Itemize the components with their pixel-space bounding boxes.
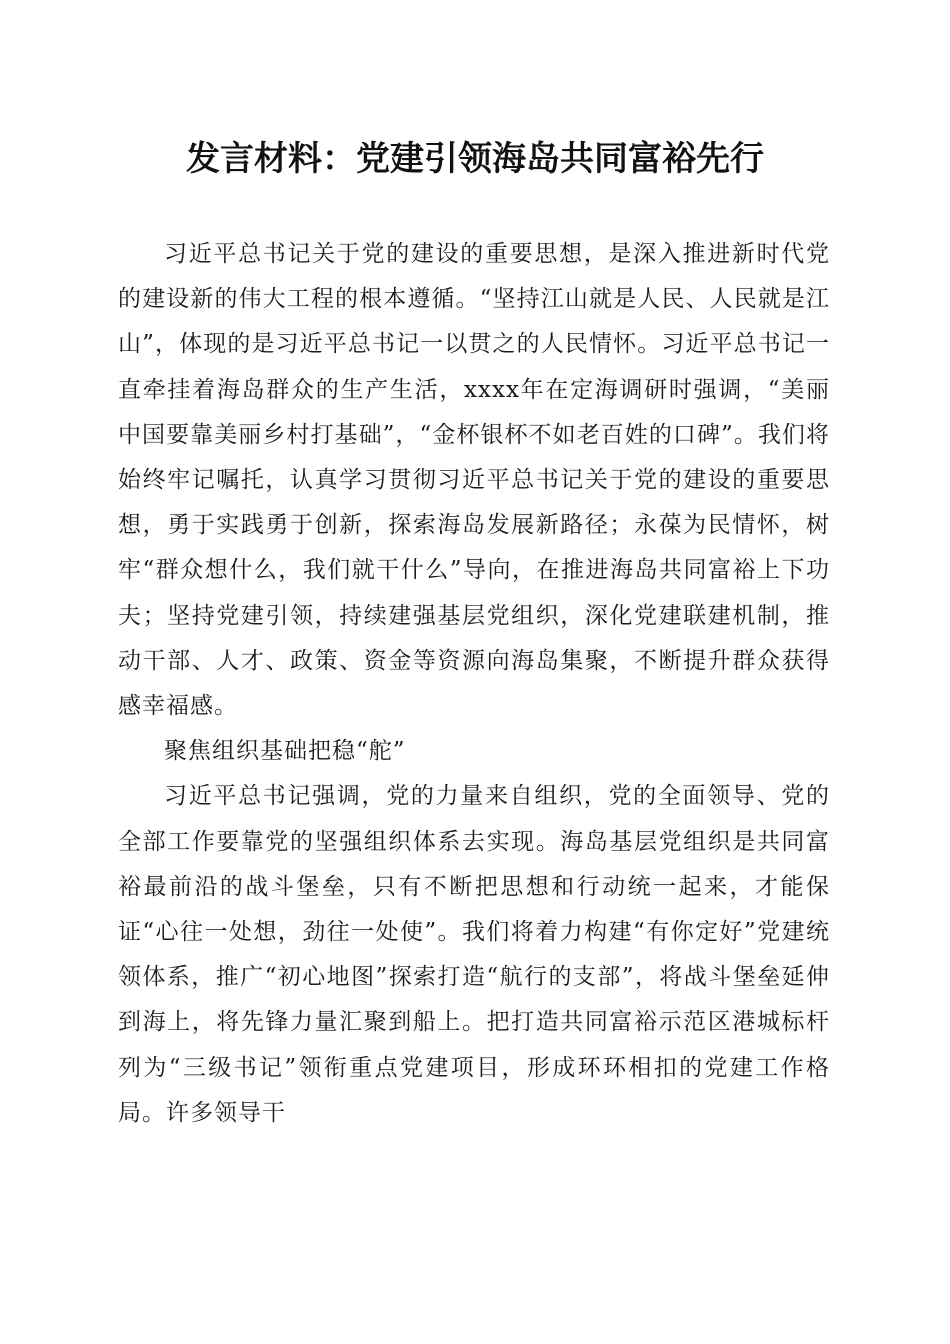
section-heading: 聚焦组织基础把稳“舵” bbox=[164, 738, 406, 765]
document-title: 发言材料：党建引领海岛共同富裕先行 bbox=[186, 139, 764, 179]
body-paragraph: 习近平总书记强调，党的力量来自组织，党的全面领导、党的全部工作要靠党的坚强组织体系去实现。海岛基层党组织是共同富裕最前沿的战斗堡垒，只有不断把思想和行动统一起来，才能保证“心往一处想，劲往一处使”。我们将着力构建“有你定好”党建统领体系，推广“初心地图”探索打造“航行的支部”，将战斗堡垒延伸到海上，将先锋力量汇聚到船上。把打造共同富裕示范区港城标杆列为“三级书记”领衔重点党建项目，形成环环相扣的党建工作格局。许多领导干 bbox=[118, 783, 830, 1126]
document-body bbox=[118, 232, 830, 1136]
intro-paragraph: 习近平总书记关于党的建设的重要思想，是深入推进新时代党的建设新的伟大工程的根本遵循。“坚持江山就是人民、人民就是江山”，体现的是习近平总书记一以贯之的人民情怀。习近平总书记一直牵挂着海岛群众的生产生活，xxxx年在定海调研时强调，“美丽中国要靠美丽乡村打基础”，“金杯银杯不如老百姓的口碑”。我们将始终牢记嘱托，认真学习贯彻习近平总书记关于党的建设的重要思想，勇于实践勇于创新，探索海岛发展新路径；永葆为民情怀，树牢“群众想什么，我们就干什么”导向，在推进海岛共同富裕上下功夫；坚持党建引领，持续建强基层党组织，深化党建联建机制，推动干部、人才、政策、资金等资源向海岛集聚，不断提升群众获得感幸福感。 bbox=[118, 241, 830, 720]
